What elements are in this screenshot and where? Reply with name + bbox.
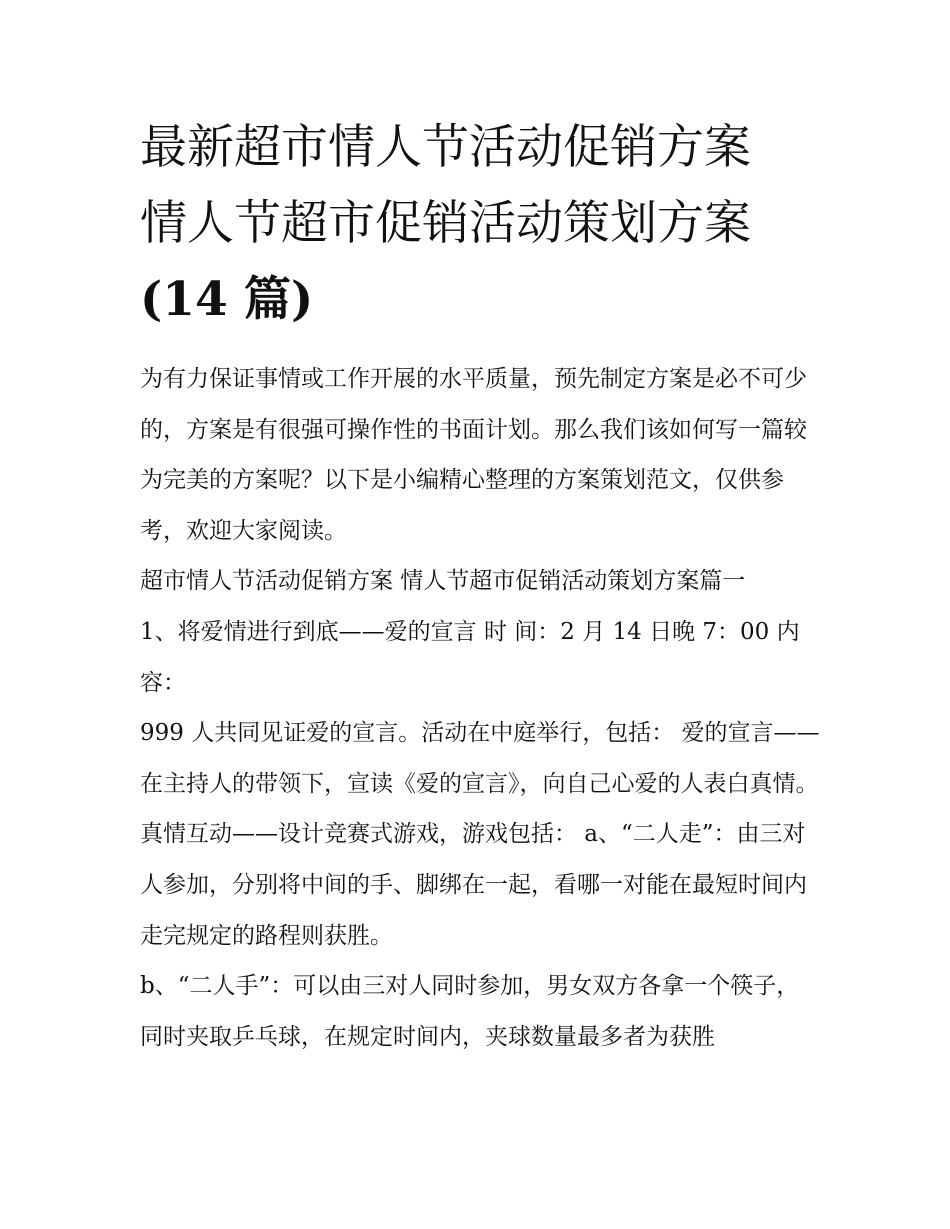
paragraph-item-1: 1、将爱情进行到底——爱的宣言 时 间：2 月 14 日晚 7：00 内容： xyxy=(140,618,800,696)
title-line-2: 情人节超市促销活动策划方案 xyxy=(140,196,751,251)
paragraph-game-b: b、“二人手”：可以由三对人同时参加，男女双方各拿一个筷子，同时夹取乒乓球，在规定时间内，夹球数量最多者为获胜 xyxy=(140,973,800,1050)
paragraph-section-heading: 超市情人节活动促销方案 情人节超市促销活动策划方案篇一 xyxy=(140,568,746,595)
paragraph-declaration: 999 人共同见证爱的宣言。活动在中庭举行，包括： 爱的宣言——在主持人的带领下，宣读《爱的宣言》，向自己心爱的人表白真情。 xyxy=(140,720,820,797)
document-title xyxy=(140,110,820,338)
document-content xyxy=(140,110,820,1062)
title-line-3: (14 篇) xyxy=(140,272,314,327)
document-body xyxy=(140,354,820,1062)
paragraph-intro: 为有力保证事情或工作开展的水平质量，预先制定方案是必不可少的，方案是有很强可操作性的书面计划。那么我们该如何写一篇较为完美的方案呢？以下是小编精心整理的方案策划范文，仅供参考，欢迎大家阅读。 xyxy=(140,366,807,544)
title-line-1: 最新超市情人节活动促销方案 xyxy=(140,120,751,175)
paragraph-interaction: 真情互动——设计竞赛式游戏，游戏包括： a、“二人走”：由三对人参加，分别将中间的手、脚绑在一起，看哪一对能在最短时间内走完规定的路程则获胜。 xyxy=(140,821,807,949)
